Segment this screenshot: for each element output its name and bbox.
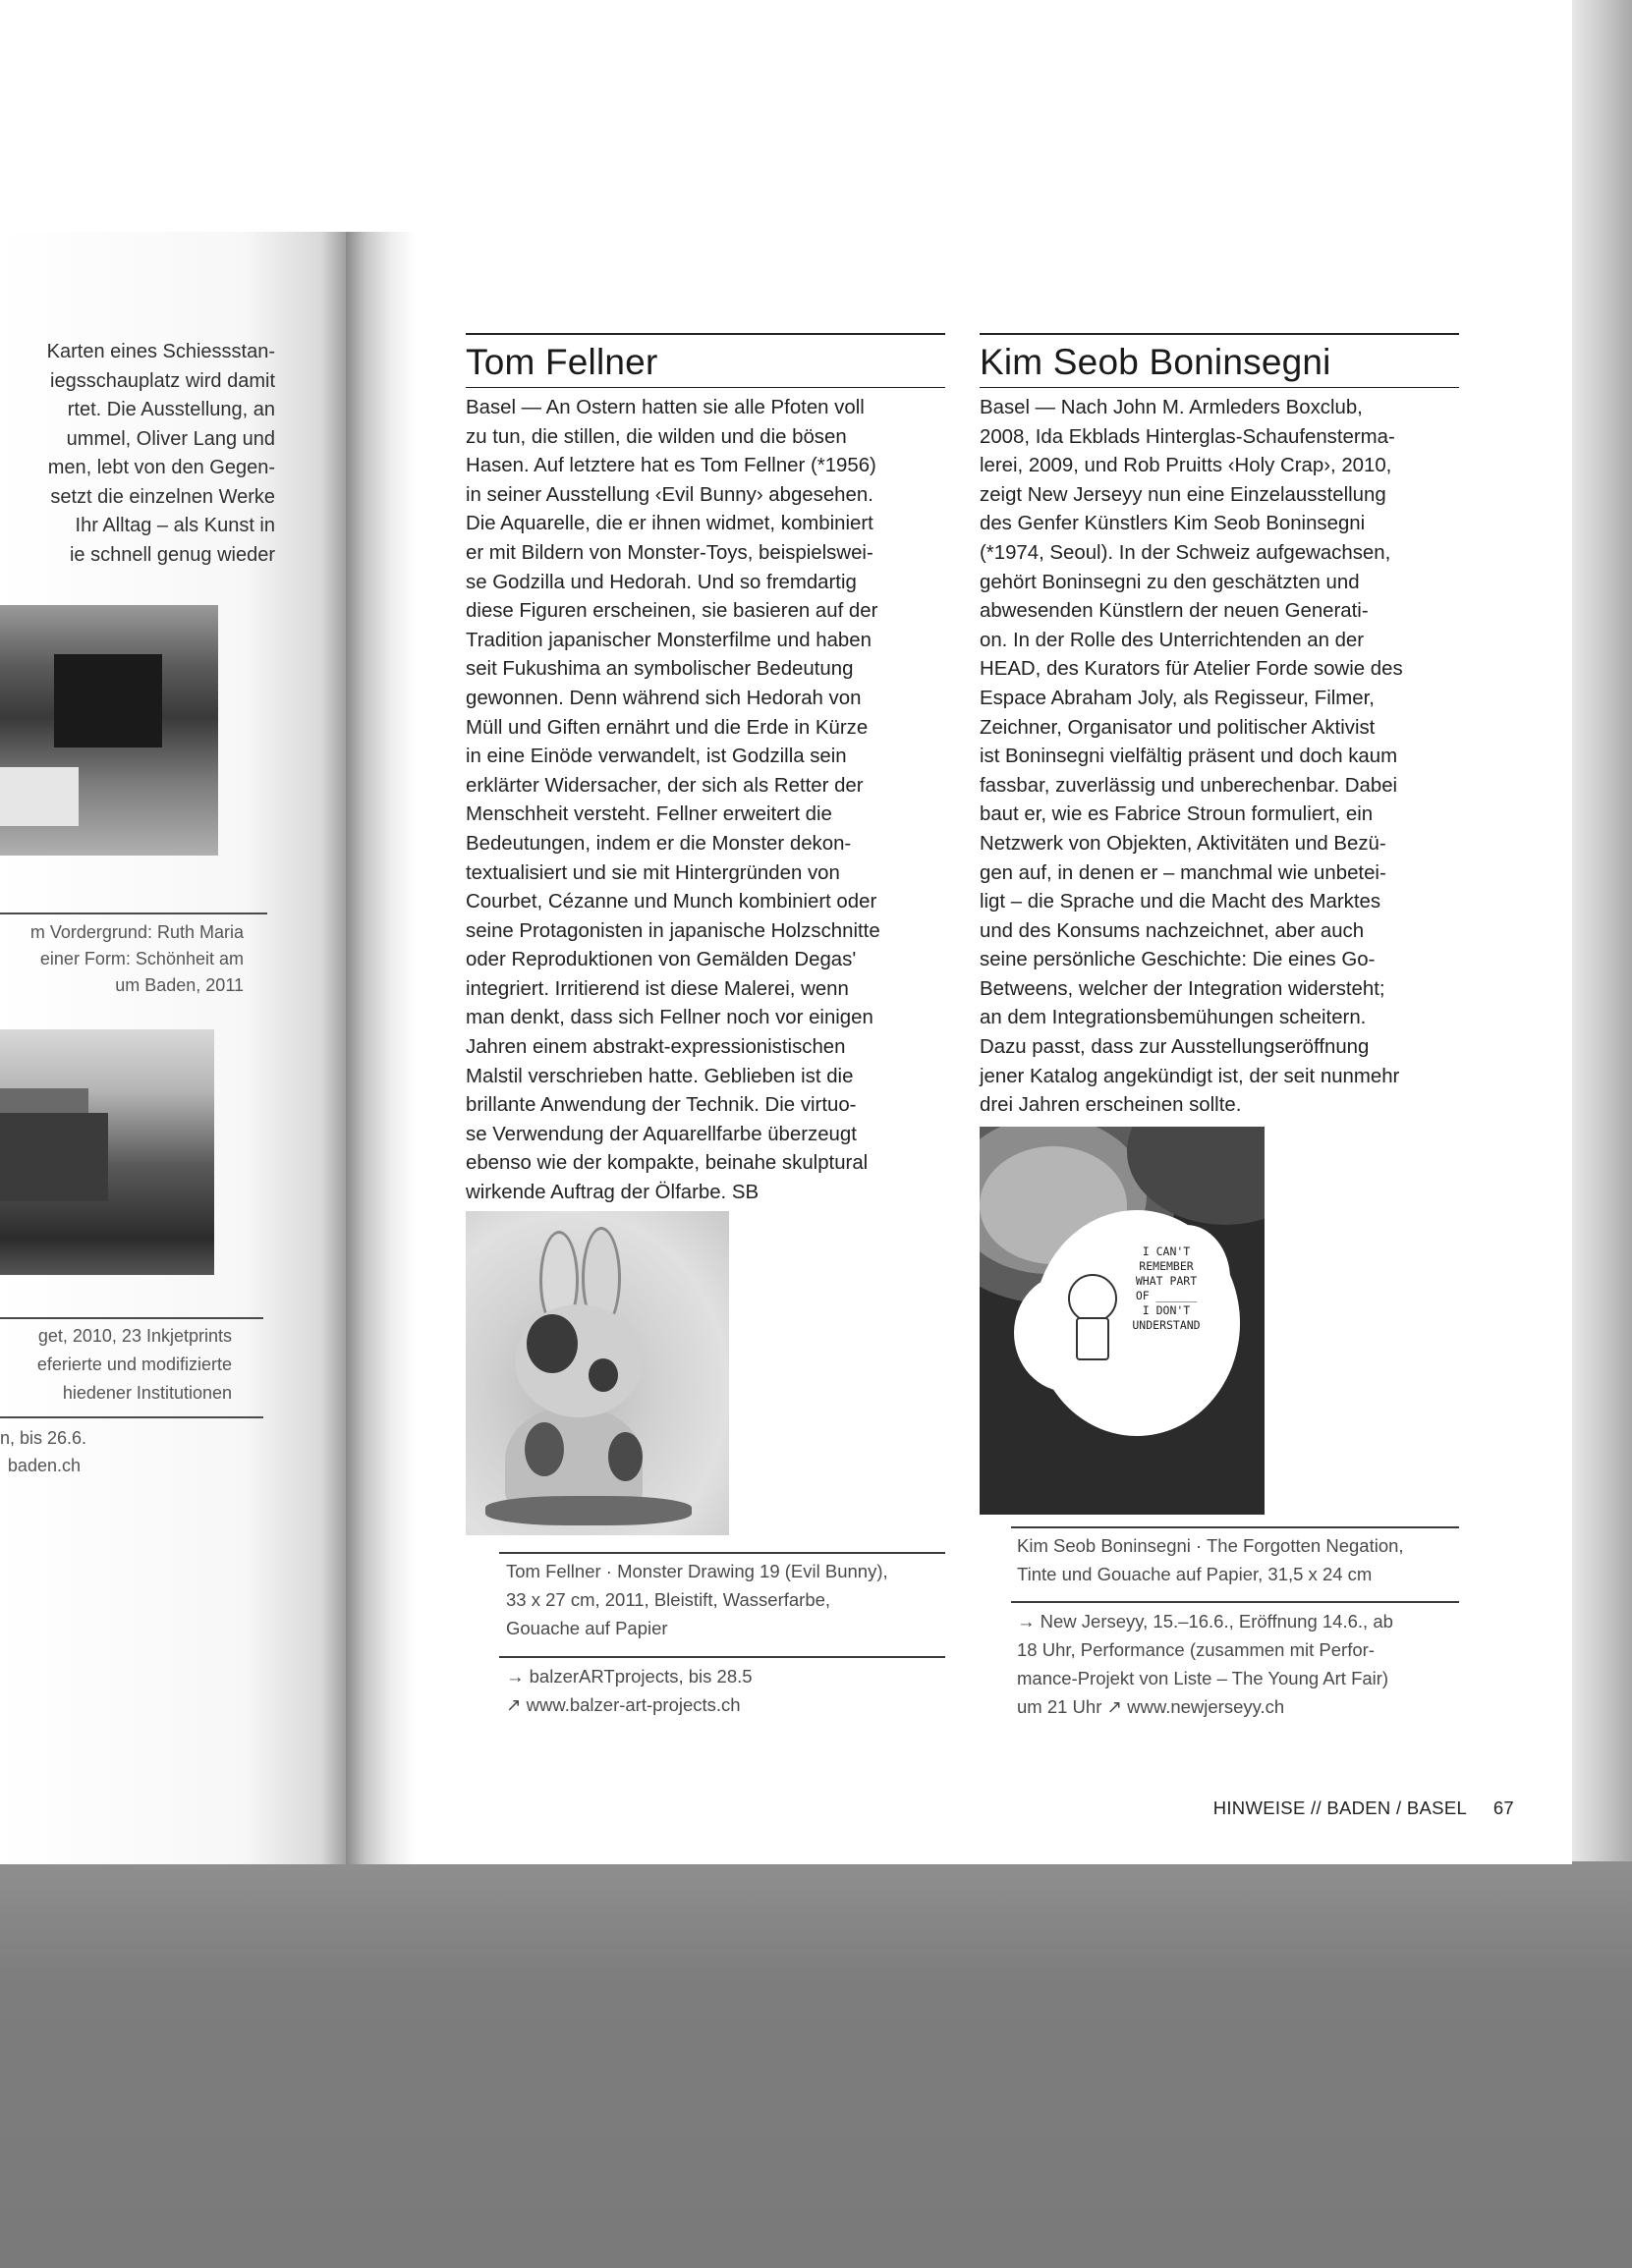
body-line: in eine Einöde verwandelt, ist Godzilla sein xyxy=(466,746,847,768)
website-link[interactable]: ↗ www.balzer-art-projects.ch xyxy=(506,1694,741,1715)
website-link[interactable]: um 21 Uhr ↗ www.newjerseyy.ch xyxy=(1017,1696,1285,1717)
info-line: n, bis 26.6. xyxy=(0,1428,87,1448)
article-body xyxy=(980,394,1459,1121)
caption-line: Kim Seob Boninsegni · The Forgotten Negation, xyxy=(1017,1535,1404,1556)
artwork-detail xyxy=(589,1358,618,1392)
text-line: ie schnell genug wieder xyxy=(69,543,275,566)
article-body xyxy=(466,394,945,1208)
body-line: erklärter Widersacher, der sich als Retter der xyxy=(466,774,864,797)
caption-line: um Baden, 2011 xyxy=(115,975,244,995)
section-label: HINWEISE // BADEN / BASEL xyxy=(1212,1798,1467,1818)
body-line: zu tun, die stillen, die wilden und die bösen xyxy=(466,425,847,448)
caption-line: hiedener Institutionen xyxy=(62,1383,232,1403)
body-line: gehört Boninsegni zu den geschätzten und xyxy=(980,571,1360,593)
caption-line: Tom Fellner · Monster Drawing 19 (Evil Bunny), xyxy=(506,1561,888,1581)
venue-info xyxy=(1017,1607,1393,1721)
caption-rule xyxy=(499,1656,945,1658)
body-line: seit Fukushima an symbolischer Bedeutung xyxy=(466,658,854,681)
body-line: gen auf, in denen er – manchmal wie unbetei- xyxy=(980,861,1386,884)
body-line: textualisiert und sie mit Hintergründen von xyxy=(466,861,840,884)
magazine-page xyxy=(415,232,1572,1864)
body-line: 2008, Ida Ekblads Hinterglas-Schaufensterma- xyxy=(980,425,1395,448)
caption-line: get, 2010, 23 Inkjetprints xyxy=(37,1326,232,1346)
body-line: drei Jahren erscheinen sollte. xyxy=(980,1094,1242,1117)
body-line: seine persönliche Geschichte: Die eines Go- xyxy=(980,949,1376,971)
photo-detail xyxy=(54,654,162,747)
body-line: oder Reproduktionen von Gemälden Degas' xyxy=(466,949,857,971)
body-line: brillante Anwendung der Technik. Die virtuo- xyxy=(466,1094,857,1117)
caption-line: Gouache auf Papier xyxy=(506,1618,668,1638)
headline-underline xyxy=(980,387,1459,388)
caption-line: m Vordergrund: Ruth Maria xyxy=(29,922,244,942)
body-line: des Genfer Künstlers Kim Seob Boninsegni xyxy=(980,513,1366,535)
artwork-detail xyxy=(608,1432,643,1481)
artwork-detail xyxy=(485,1496,692,1525)
article-title: Kim Seob Boninsegni xyxy=(980,342,1331,382)
speech-line: REMEMBER xyxy=(1139,1259,1194,1273)
body-line: Tradition japanischer Monsterfilme und haben xyxy=(466,629,872,651)
body-line: se Godzilla und Hedorah. Und so fremdartig xyxy=(466,571,857,593)
body-line: Malstil verschrieben hatte. Geblieben ist die xyxy=(466,1065,854,1087)
caption-rule xyxy=(1011,1526,1459,1528)
body-line: zeigt New Jerseyy nun eine Einzelausstellung xyxy=(980,483,1386,506)
body-line: gewonnen. Denn während sich Hedorah von xyxy=(466,687,862,709)
exhibition-photo xyxy=(0,605,218,856)
artwork-detail xyxy=(525,1422,564,1476)
text-line: Ihr Alltag – als Kunst in xyxy=(75,515,275,536)
artwork-caption xyxy=(1017,1531,1404,1588)
body-line: jener Katalog angekündigt ist, der seit nunmehr xyxy=(980,1065,1400,1087)
body-line: Betweens, welcher der Integration widersteht; xyxy=(980,977,1385,1000)
photo-caption xyxy=(0,919,244,999)
building-photo xyxy=(0,1029,214,1275)
body-line: se Verwendung der Aquarellfarbe überzeugt xyxy=(466,1123,857,1145)
body-line: Basel — An Ostern hatten sie alle Pfoten voll xyxy=(466,397,865,418)
body-line: Hasen. Auf letztere hat es Tom Fellner (*1956) xyxy=(466,455,876,477)
article-title: Tom Fellner xyxy=(466,342,658,382)
headline-underline xyxy=(466,387,945,388)
artwork-detail xyxy=(527,1314,578,1373)
body-line: man denkt, dass sich Fellner noch vor einigen xyxy=(466,1007,873,1029)
venue-line: → New Jerseyy, 15.–16.6., Eröffnung 14.6., ab xyxy=(1017,1611,1393,1632)
cartoon-character-body xyxy=(1076,1317,1109,1360)
body-line: an dem Integrationsbemühungen scheitern. xyxy=(980,1007,1367,1029)
body-line: Zeichner, Organisator und politischer Aktivist xyxy=(980,716,1376,739)
body-line: abwesenden Künstlern der neuen Generati- xyxy=(980,600,1369,623)
scan-background-bottom xyxy=(0,1861,1632,2268)
artwork-caption xyxy=(506,1557,888,1642)
text-line: setzt die einzelnen Werke xyxy=(50,485,275,508)
info-line: baden.ch xyxy=(7,1456,81,1475)
body-line: in seiner Ausstellung ‹Evil Bunny› abgesehen. xyxy=(466,483,873,506)
text-line: rtet. Die Ausstellung, an xyxy=(67,399,275,420)
caption-rule xyxy=(1011,1601,1459,1603)
body-line: Die Aquarelle, die er ihnen widmet, kombiniert xyxy=(466,513,873,535)
venue-line: 18 Uhr, Performance (zusammen mit Perfor- xyxy=(1017,1639,1375,1660)
article-tom-fellner xyxy=(466,333,945,1208)
body-line: Jahren einem abstrakt-expressionistischen xyxy=(466,1036,846,1059)
body-line: Basel — Nach John M. Armleders Boxclub, xyxy=(980,397,1363,418)
body-line: Courbet, Cézanne und Munch kombiniert oder xyxy=(466,891,877,913)
body-line: (*1974, Seoul). In der Schweiz aufgewachsen, xyxy=(980,541,1391,564)
body-line: wirkende Auftrag der Ölfarbe. SB xyxy=(466,1182,760,1204)
body-line: und des Konsums nachzeichnet, aber auch xyxy=(980,919,1365,942)
body-line: Bedeutungen, indem er die Monster dekon- xyxy=(466,832,852,855)
divider xyxy=(0,1416,263,1418)
body-line: seine Protagonisten in japanische Holzschnitte xyxy=(466,919,880,942)
divider xyxy=(0,913,267,914)
venue-info xyxy=(0,1424,87,1479)
left-page-text xyxy=(0,338,275,570)
body-line: Netzwerk von Objekten, Aktivitäten und Bezü- xyxy=(980,832,1386,855)
text-line: ummel, Oliver Lang und xyxy=(66,427,275,450)
page-number: 67 xyxy=(1492,1798,1514,1818)
caption-line: eferierte und modifizierte xyxy=(36,1355,232,1374)
body-line: integriert. Irritierend ist diese Malerei, wenn xyxy=(466,977,849,1000)
photo-detail xyxy=(0,1113,108,1201)
body-line: ligt – die Sprache und die Macht des Marktes xyxy=(980,891,1381,913)
body-line: Müll und Giften ernährt und die Erde in Kürze xyxy=(466,716,869,739)
left-facing-page xyxy=(0,232,349,1864)
article-kim-seob-boninsegni xyxy=(980,333,1459,1121)
venue-info xyxy=(506,1662,753,1719)
body-line: fassbar, zuverlässig und unberechenbar. Dabei xyxy=(980,774,1398,797)
page-footer xyxy=(1126,1798,1514,1819)
body-line: ist Boninsegni vielfältig präsent und doch kaum xyxy=(980,746,1398,768)
venue-line: mance-Projekt von Liste – The Young Art Fair) xyxy=(1017,1668,1389,1688)
divider xyxy=(0,1317,263,1319)
text-line: men, lebt von den Gegen- xyxy=(47,457,275,478)
body-line: HEAD, des Kurators für Atelier Forde sowie des xyxy=(980,658,1403,681)
body-line: Dazu passt, dass zur Ausstellungseröffnung xyxy=(980,1036,1370,1059)
book-gutter-shadow xyxy=(346,232,415,1864)
speech-line: OF ______ xyxy=(1135,1289,1198,1302)
body-line: baut er, wie es Fabrice Stroun formuliert, ein xyxy=(980,803,1374,826)
speech-line: UNDERSTAND xyxy=(1132,1318,1201,1332)
photo-detail xyxy=(0,767,79,826)
body-line: ebenso wie der kompakte, beinahe skulptural xyxy=(466,1152,869,1175)
artwork-evil-bunny xyxy=(466,1211,729,1535)
caption-line: Tinte und Gouache auf Papier, 31,5 x 24 cm xyxy=(1017,1564,1373,1584)
cartoon-character-head xyxy=(1068,1274,1117,1323)
caption-line: einer Form: Schönheit am xyxy=(39,949,244,968)
speech-line: WHAT PART xyxy=(1135,1274,1198,1288)
body-line: Espace Abraham Joly, als Regisseur, Filmer, xyxy=(980,687,1375,709)
text-line: Karten eines Schiessstan- xyxy=(46,341,275,362)
venue-line[interactable]: → balzerARTprojects, bis 28.5 xyxy=(506,1666,753,1687)
speech-line: I CAN'T xyxy=(1142,1245,1191,1258)
text-line: iegsschauplatz wird damit xyxy=(50,369,275,392)
speech-bubble-text xyxy=(1123,1245,1210,1333)
caption-rule xyxy=(499,1552,945,1554)
body-line: diese Figuren erscheinen, sie basieren auf der xyxy=(466,600,878,623)
caption-line: 33 x 27 cm, 2011, Bleistift, Wasserfarbe, xyxy=(506,1589,831,1610)
artwork-forgotten-negation xyxy=(980,1127,1265,1515)
body-line: on. In der Rolle des Unterrichtenden an der xyxy=(980,629,1365,651)
body-line: Menschheit versteht. Fellner erweitert die xyxy=(466,803,832,826)
speech-line: I DON'T xyxy=(1142,1303,1191,1317)
scan-background-top xyxy=(0,0,1632,231)
body-line: er mit Bildern von Monster-Toys, beispielswei- xyxy=(466,541,873,564)
body-line: lerei, 2009, und Rob Pruitts ‹Holy Crap›, 2010, xyxy=(980,455,1392,477)
photo-caption xyxy=(0,1322,232,1408)
